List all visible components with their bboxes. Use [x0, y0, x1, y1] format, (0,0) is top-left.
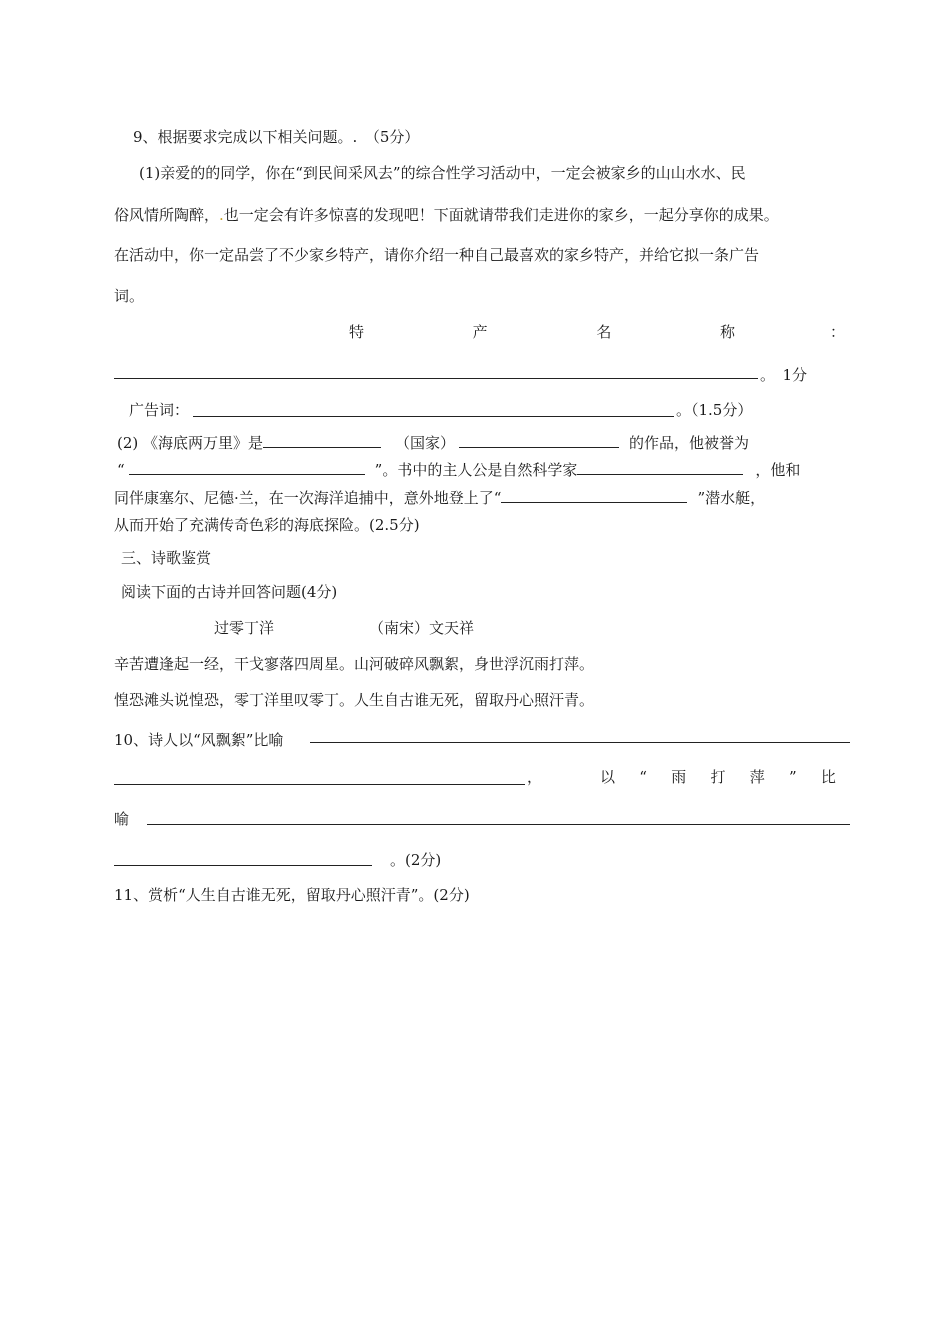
spread-char: 特	[349, 323, 365, 341]
nickname-answer-blank[interactable]	[129, 460, 365, 475]
q10-text: 喻	[114, 810, 130, 828]
q9-paragraph-line: 词。	[114, 287, 145, 305]
q9-part2-line	[114, 488, 765, 508]
q9-text: 也一定会有许多惊喜的发现吧！下面就请带我们走进你的家乡，一起分享你的成果。	[223, 206, 779, 224]
q10-answer-blank-2[interactable]	[114, 784, 525, 785]
scientist-answer-blank[interactable]	[577, 460, 743, 475]
poem-title: 过零丁洋	[214, 619, 275, 637]
author-answer-blank[interactable]	[459, 433, 619, 448]
section-instruction: 阅读下面的古诗并回答问题(4分)	[121, 583, 338, 601]
q10-answer-blank-3[interactable]	[147, 824, 850, 825]
q9-text: 俗风情所陶醉，	[114, 206, 220, 224]
q9-text: 的作品，他被誉为	[629, 434, 750, 452]
q10-answer-blank-4[interactable]	[114, 865, 372, 866]
ad-slogan-answer-blank[interactable]	[193, 416, 674, 417]
q9-paragraph-line: 在活动中，你一定品尝了不少家乡特产，请你介绍一种自己最喜欢的家乡特产，并给它拟一条广告	[114, 246, 760, 264]
stray-dot: .	[219, 206, 224, 224]
q10-spread-text	[600, 767, 836, 787]
q9-paragraph-line: (1)亲爱的的同学，你在“到民间采风去”的综合性学习活动中，一定会被家乡的山山水水、民	[139, 164, 746, 182]
poem-line: 惶恐滩头说惶恐，零丁洋里叹零丁。人生自古谁无死，留取丹心照汗青。	[114, 691, 595, 709]
spread-char: ”	[788, 768, 797, 786]
q9-part2-line	[117, 460, 800, 480]
q9-title: 9、根据要求完成以下相关问题。. （5分）	[133, 128, 420, 146]
specialty-name-answer-blank[interactable]	[114, 378, 758, 379]
spread-char: 打	[710, 768, 726, 786]
spread-char: 以	[600, 768, 616, 786]
q9-text: “	[117, 461, 125, 479]
q9-paragraph-line	[114, 205, 779, 225]
ad-slogan-score: 。（1.5分）	[676, 401, 753, 419]
q9-part2-line: 从而开始了充满传奇色彩的海底探险。(2.5分)	[114, 516, 420, 534]
section-heading: 三、诗歌鉴赏	[121, 549, 212, 567]
q9-text: （国家）	[395, 434, 456, 452]
q9-text: ，他和	[755, 461, 801, 479]
q10-answer-blank-1[interactable]	[310, 742, 850, 743]
spread-char: “	[639, 768, 647, 786]
q9-text: 同伴康塞尔、尼德·兰，在一次海洋追捕中，意外地登上了“	[114, 489, 502, 507]
spread-char: 称	[719, 323, 735, 341]
q10-comma: ，	[527, 768, 543, 786]
ad-slogan-label: 广告词：	[129, 401, 190, 419]
q9-text: ”。书中的主人公是自然科学家	[374, 461, 578, 479]
specialty-name-score: 。 1分	[760, 366, 808, 384]
country-answer-blank[interactable]	[263, 433, 381, 448]
spread-char: 比	[820, 768, 836, 786]
spread-char: 雨	[671, 768, 687, 786]
specialty-name-label	[349, 322, 735, 342]
q10-prompt: 10、诗人以“风飘絮”比喻	[114, 731, 284, 749]
spread-char: 名	[596, 323, 612, 341]
q9-part2-line	[117, 433, 749, 453]
poem-line: 辛苦遭逢起一经，干戈寥落四周星。山河破碎风飘絮，身世浮沉雨打萍。	[114, 655, 595, 673]
q10-score: 。(2分)	[390, 851, 442, 869]
q9-text: ”潜水艇，	[697, 489, 766, 507]
specialty-name-colon: ：	[830, 323, 846, 341]
q11-prompt: 11、赏析“人生自古谁无死，留取丹心照汗青”。(2分)	[114, 886, 470, 904]
spread-char: 产	[472, 323, 488, 341]
q9-text: (2) 《海底两万里》是	[117, 434, 264, 452]
spread-char: 萍	[749, 768, 765, 786]
submarine-answer-blank[interactable]	[501, 488, 687, 503]
poem-author: （南宋）文天祥	[369, 619, 475, 637]
